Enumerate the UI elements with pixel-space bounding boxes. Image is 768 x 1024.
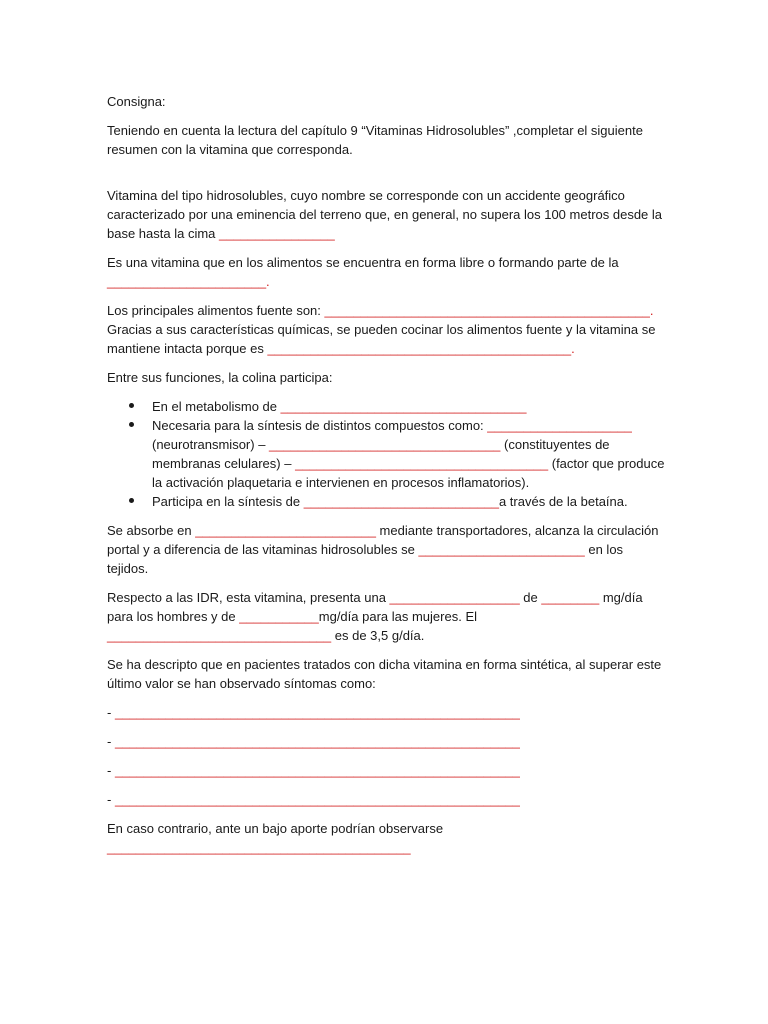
paragraph-text: en los tejidos. — [107, 542, 624, 576]
blank-field: ____________________ — [487, 418, 632, 433]
paragraph-deficit — [107, 819, 667, 857]
paragraph-text: Los principales alimentos fuente son: — [107, 303, 325, 318]
document-body — [107, 92, 667, 867]
paragraph-vitamina-nombre — [107, 186, 667, 243]
item-text: Necesaria para la síntesis de distintos compuestos como: — [152, 418, 488, 433]
sintoma-line — [107, 703, 667, 722]
item-text: En el metabolismo de — [152, 399, 281, 414]
blank-field: ________________ — [219, 226, 335, 241]
item-text: a través de la betaína. — [498, 494, 628, 509]
item-text: (constituyentes de membranas celulares) – — [152, 437, 610, 471]
list-item — [107, 397, 667, 416]
bullet-icon — [129, 422, 134, 427]
blank-field: ___________________________________ — [295, 456, 549, 471]
sintoma-line — [107, 761, 667, 780]
intro-paragraph: Teniendo en cuenta la lectura del capítulo 9 “Vitaminas Hidrosolubles” ,completar el siguiente resumen con la vitamina que corresponda. — [107, 123, 643, 157]
blank-field: ___________________________ — [303, 494, 499, 509]
blank-field: __________________________________ — [280, 399, 527, 414]
blank-field: _______________________ — [418, 542, 585, 557]
bullet-icon — [129, 498, 134, 503]
blank-field: ________________________________ — [269, 437, 501, 452]
spacer — [107, 169, 667, 186]
blank-field: _______________________________ — [107, 628, 332, 643]
blank-field: ________________________________________________________ — [114, 763, 520, 778]
blank-field: _________________________ — [195, 523, 376, 538]
paragraph-text: En caso contrario, ante un bajo aporte podrían observarse — [107, 821, 444, 836]
sintoma-line — [107, 732, 667, 751]
paragraph-text: Respecto a las IDR, esta vitamina, presenta una — [107, 590, 390, 605]
item-text: Participa en la síntesis de — [152, 494, 304, 509]
funciones-intro: Entre sus funciones, la colina participa: — [107, 370, 333, 385]
item-text: (neurotransmisor) – — [152, 437, 270, 452]
paragraph-text: Se absorbe en — [107, 523, 196, 538]
blank-field: __________________ — [389, 590, 520, 605]
paragraph-text: Gracias a sus características químicas, se pueden cocinar los alimentos fuente y la vitamina se mantiene intacta porque es — [107, 322, 656, 356]
blank-field: ________________________________________________________ — [114, 792, 520, 807]
list-item — [107, 416, 667, 492]
paragraph-alimentos — [107, 301, 667, 358]
sintoma-line — [107, 790, 667, 809]
list-item — [107, 492, 667, 511]
paragraph-idr — [107, 588, 667, 645]
paragraph-text: Es una vitamina que en los alimentos se encuentra en forma libre o formando parte de la — [107, 255, 619, 270]
bullet-icon — [129, 403, 134, 408]
paragraph-sintomas-intro: Se ha descripto que en pacientes tratados con dicha vitamina en forma sintética, al superar este último valor se han observado síntomas como: — [107, 657, 662, 691]
blank-field: ________________________________________________________ — [114, 705, 520, 720]
dash-text: - — [107, 763, 115, 778]
blank-field: __________________________________________ — [107, 840, 411, 855]
funciones-list — [107, 397, 667, 511]
dash-text: - — [107, 705, 115, 720]
paragraph-text: mg/día para las mujeres. El — [318, 609, 477, 624]
blank-field: __________________________________________. — [267, 341, 575, 356]
blank-field: ________ — [541, 590, 600, 605]
paragraph-text: Vitamina del tipo hidrosolubles, cuyo nombre se corresponde con un accidente geográfico caracterizado por una eminencia del terreno que, en general, no supera los 100 metros desde la base hasta la cima — [107, 188, 663, 241]
dash-text: - — [107, 792, 115, 807]
item-text: (factor que produce la activación plaquetaria e intervienen en procesos inflamatorios). — [152, 456, 665, 490]
paragraph-text: mg/día para los hombres y de — [107, 590, 643, 624]
paragraph-text: de — [519, 590, 542, 605]
paragraph-text: es de 3,5 g/día. — [331, 628, 425, 643]
blank-field: ______________________. — [107, 274, 270, 289]
blank-field: ________________________________________________________ — [114, 734, 520, 749]
paragraph-forma — [107, 253, 667, 291]
consigna-heading: Consigna: — [107, 94, 166, 109]
blank-field: _____________________________________________. — [324, 303, 654, 318]
blank-field: ___________ — [239, 609, 319, 624]
dash-text: - — [107, 734, 115, 749]
paragraph-text: mediante transportadores, alcanza la circulación portal y a diferencia de las vitaminas hidrosolubles se — [107, 523, 659, 557]
paragraph-absorcion — [107, 521, 667, 578]
